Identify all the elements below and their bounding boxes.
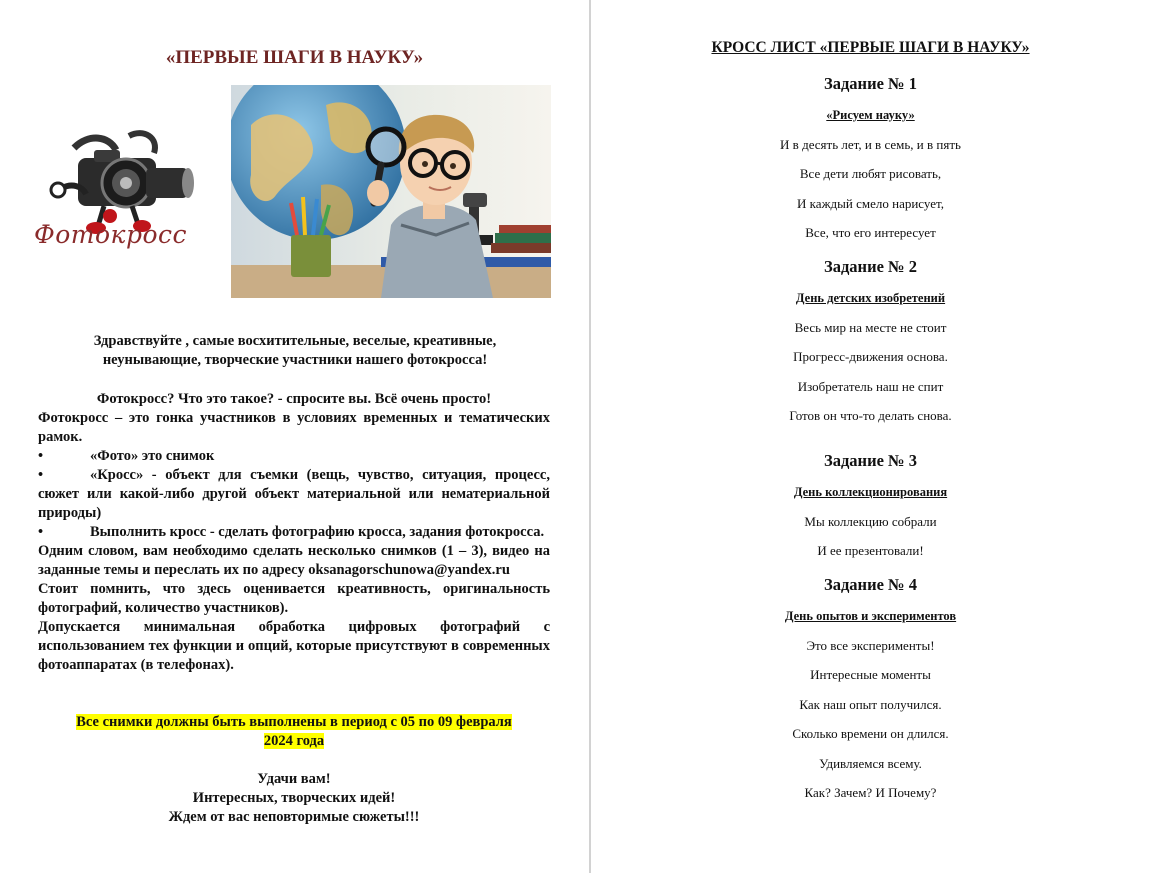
deadline-notice <box>38 713 550 751</box>
task-heading: Задание № 4 <box>824 575 917 594</box>
task-subtitle: День детских изобретений <box>795 291 946 305</box>
bullet-item <box>38 447 550 466</box>
wish-line: Удачи вам! <box>257 771 331 787</box>
closing-wishes <box>38 770 550 827</box>
instructions-paragraph: Одним словом, вам необходимо сделать несколько снимков (1 – 3), видео на заданные темы и переслать их по адресу oksanagorschunowa@yandex.ru <box>38 543 550 578</box>
greeting-line: неунывающие, творческие участники нашего фотокросса! <box>102 352 488 368</box>
bullet-symbol: • <box>38 524 44 540</box>
task-verse-line: Интересные моменты <box>810 667 931 682</box>
task-verse-line: Как? Зачем? И Почему? <box>804 785 937 800</box>
deadline-line: 2024 года <box>263 733 325 749</box>
fotokross-logo <box>34 128 204 258</box>
task-verse-line: Как наш опыт получился. <box>799 697 942 712</box>
task-subtitle: День коллекционирования <box>793 485 948 499</box>
bullet-symbol: • <box>38 448 44 464</box>
intro-question: Фотокросс? Что это такое? - спросите вы. Всё очень просто! <box>96 391 492 407</box>
definition-paragraph: Фотокросс – это гонка участников в условиях временных и тематических рамок. <box>38 410 550 445</box>
task-heading: Задание № 3 <box>824 451 917 470</box>
cross-sheet-title: КРОСС ЛИСТ «ПЕРВЫЕ ШАГИ В НАУКУ» <box>711 39 1030 56</box>
task-subtitle: «Рисуем науку» <box>826 108 915 122</box>
task-verse-line: И ее презентовали! <box>817 543 924 558</box>
greeting <box>40 332 550 370</box>
task-verse-line: Готов он что-то делать снова. <box>789 408 952 423</box>
task-verse-line: Прогресс-движения основа. <box>793 349 948 364</box>
task-verse-line: И каждый смело нарисует, <box>797 196 944 211</box>
task-subtitle: День опытов и экспериментов <box>784 609 957 623</box>
bullet-text: «Фото» это снимок <box>90 448 215 464</box>
task-verse-line: Изобретатель наш не спит <box>797 379 944 394</box>
bullet-item <box>38 523 550 542</box>
page-title: «ПЕРВЫЕ ШАГИ В НАУКУ» <box>165 47 424 68</box>
task-verse-line: Удивляемся всему. <box>819 756 922 771</box>
body-text <box>38 390 550 675</box>
deadline-line: Все снимки должны быть выполнены в период с 05 по 09 февраля <box>76 714 512 730</box>
task-verse-line: Это все эксперименты! <box>806 638 935 653</box>
logo-text: Фотокросс <box>34 220 188 249</box>
task-verse-line: Мы коллекцию собрали <box>804 514 937 529</box>
task-verse-line: Весь мир на месте не стоит <box>794 320 947 335</box>
processing-paragraph: Допускается минимальная обработка цифровых фотографий с использованием тех функции и опций, которые присутствуют в современных фотоаппаратах (в телефонах). <box>38 619 550 673</box>
task-verse-line: Сколько времени он длился. <box>792 726 949 741</box>
greeting-line: Здравствуйте , самые восхитительные, веселые, креативные, <box>93 333 497 349</box>
bullet-text: Выполнить кросс - сделать фотографию кросса, задания фотокросса. <box>90 524 545 540</box>
boy-with-magnifier-photo <box>231 85 551 298</box>
bullet-symbol: • <box>38 467 44 483</box>
task-verse-line: Все дети любят рисовать, <box>799 166 942 181</box>
wish-line: Ждем от вас неповторимые сюжеты!!! <box>168 809 420 825</box>
task-heading: Задание № 2 <box>824 257 917 276</box>
page-right <box>591 0 1150 873</box>
bullet-item <box>38 466 550 523</box>
task-verse-line: И в десять лет, и в семь, и в пять <box>780 137 961 152</box>
bullet-text: «Кросс» - объект для съемки (вещь, чувство, ситуация, процесс, сюжет или какой-либо другой объект материальной или нематериальной природы) <box>38 467 550 521</box>
task-heading: Задание № 1 <box>824 74 917 93</box>
criteria-paragraph: Стоит помнить, что здесь оценивается креативность, оригинальность фотографий, количество участников). <box>38 581 550 616</box>
task-verse-line: Все, что его интересует <box>805 225 936 240</box>
wish-line: Интересных, творческих идей! <box>192 790 396 806</box>
